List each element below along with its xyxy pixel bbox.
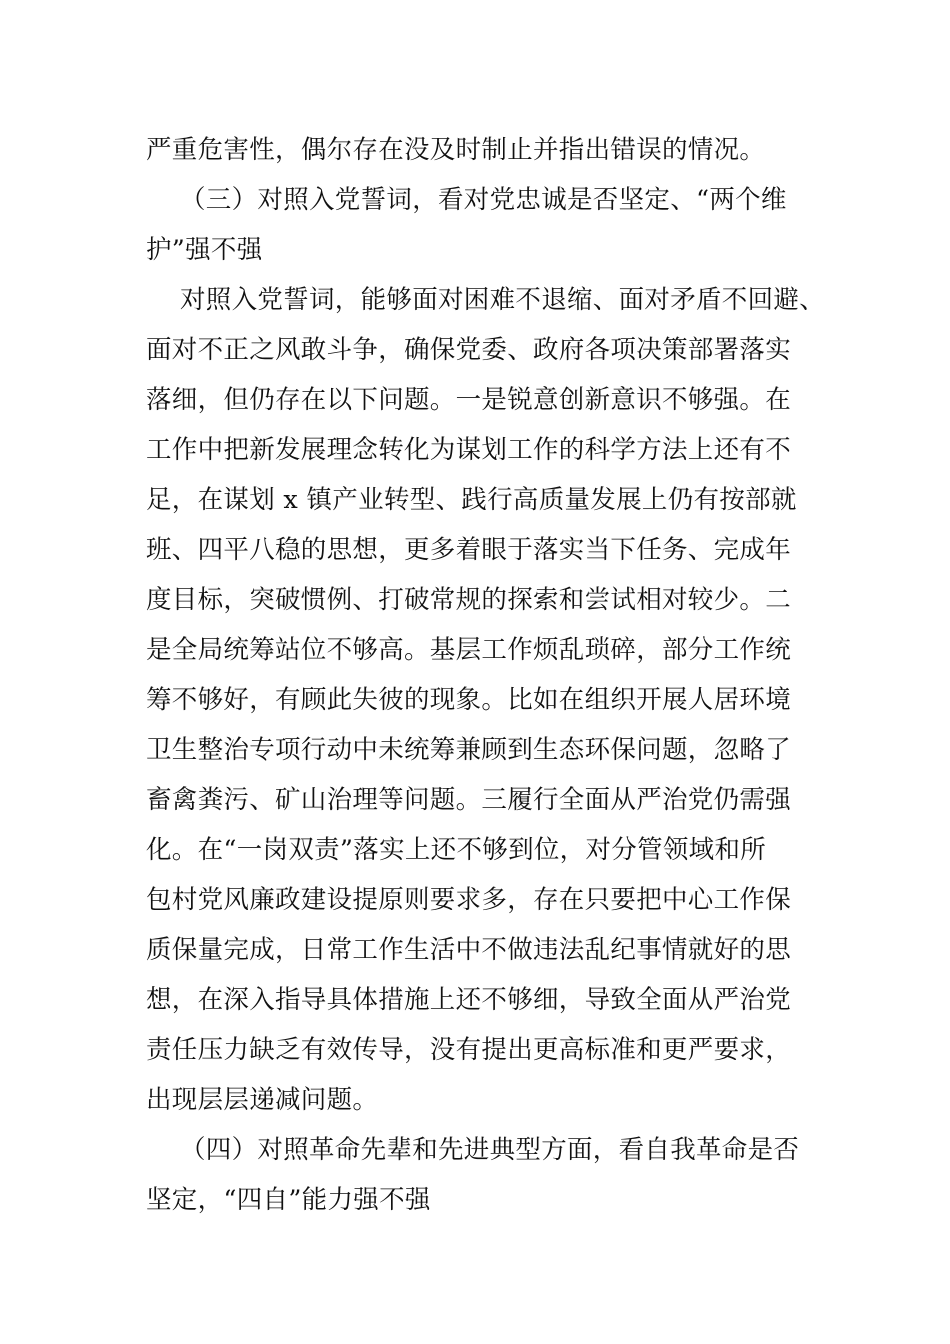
paragraph-line: 化。在“一岗双责”落实上还不够到位，对分管领域和所 — [146, 835, 767, 865]
paragraph-line: 出现层层递减问题。 — [146, 1085, 379, 1115]
section-heading-3-line-2: 护”强不强 — [146, 235, 263, 265]
section-heading-3-line-1: （三）对照入党誓词，看对党忠诚是否坚定、“两个维 — [180, 185, 787, 215]
paragraph-line: 是全局统筹站位不够高。基层工作烦乱琐碎，部分工作统 — [146, 635, 792, 665]
paragraph-line: 班、四平八稳的思想，更多着眼于落实当下任务、完成年 — [146, 535, 792, 565]
paragraph-line: 卫生整治专项行动中未统筹兼顾到生态环保问题，忽略了 — [146, 735, 792, 765]
paragraph-line: 畜禽粪污、矿山治理等问题。三履行全面从严治党仍需强 — [146, 785, 792, 815]
section-heading-4-line-1: （四）对照革命先辈和先进典型方面，看自我革命是否 — [180, 1135, 800, 1165]
paragraph-line: 落细，但仍存在以下问题。一是锐意创新意识不够强。在 — [146, 385, 792, 415]
paragraph-line: 责任压力缺乏有效传导，没有提出更高标准和更严要求， — [146, 1035, 792, 1065]
paragraph-line: 筹不够好，有顾此失彼的现象。比如在组织开展人居环境 — [146, 685, 792, 715]
paragraph-line: 严重危害性，偶尔存在没及时制止并指出错误的情况。 — [146, 135, 766, 165]
paragraph-line: 工作中把新发展理念转化为谋划工作的科学方法上还有不 — [146, 435, 792, 465]
section-heading-4-line-2: 坚定，“四自”能力强不强 — [146, 1185, 431, 1215]
paragraph-line: 度目标，突破惯例、打破常规的探索和尝试相对较少。二 — [146, 585, 792, 615]
paragraph-line: 面对不正之风敢斗争，确保党委、政府各项决策部署落实 — [146, 335, 792, 365]
paragraph-line: 想，在深入指导具体措施上还不够细，导致全面从严治党 — [146, 985, 792, 1015]
paragraph-line: 包村党风廉政建设提原则要求多，存在只要把中心工作保 — [146, 885, 792, 915]
paragraph-line: 足，在谋划 x 镇产业转型、践行高质量发展上仍有按部就 — [146, 485, 797, 515]
paragraph-line: 对照入党誓词，能够面对困难不退缩、面对矛盾不回避、 — [180, 285, 826, 315]
paragraph-line: 质保量完成，日常工作生活中不做违法乱纪事情就好的思 — [146, 935, 792, 965]
